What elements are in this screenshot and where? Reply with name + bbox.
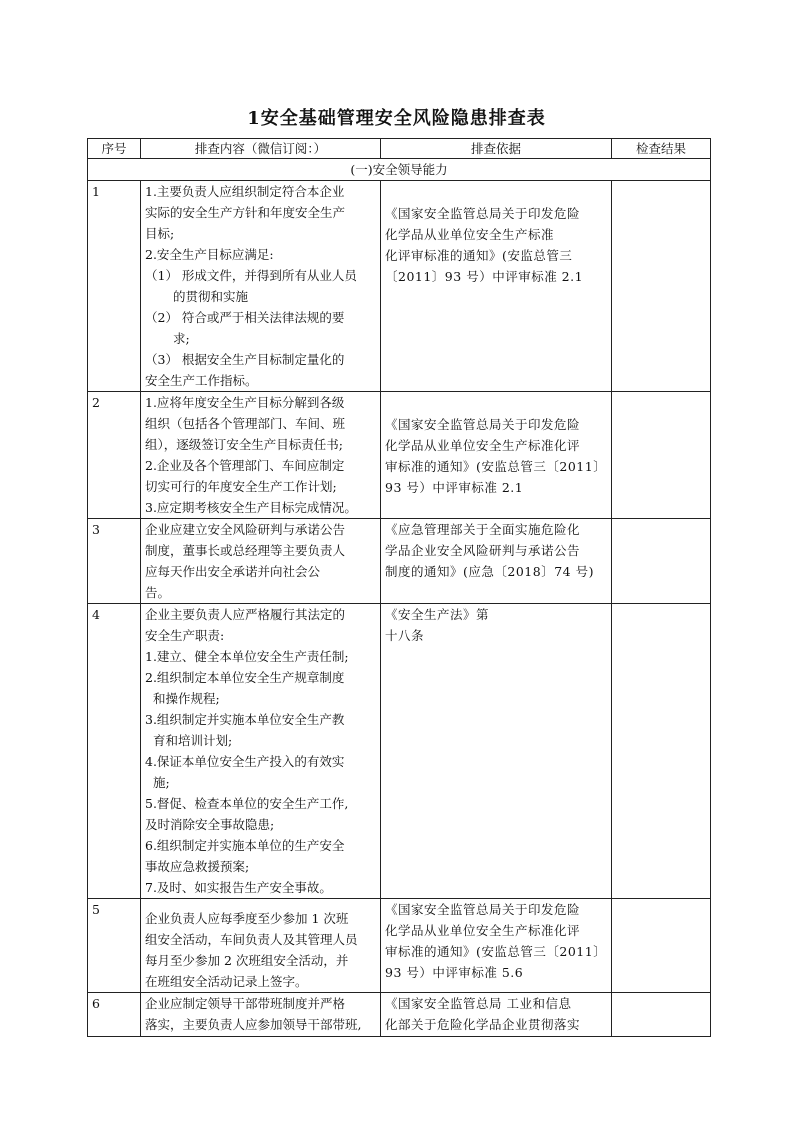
- table-row: [88, 604, 711, 899]
- header-content: 排查内容（微信订阅：）: [141, 139, 381, 159]
- content-line: 安全生产工作指标。: [145, 373, 258, 388]
- content-line: 和操作规程;: [153, 691, 220, 706]
- header-result: 检查结果: [612, 139, 711, 159]
- row-result: [612, 181, 711, 392]
- content-line: 2.组织制定本单位安全生产规章制度: [145, 670, 345, 685]
- content-line: （3） 根据安全生产目标制定量化的: [145, 352, 345, 367]
- table-header-row: [88, 139, 711, 159]
- row-num: 2: [88, 392, 141, 519]
- content-line: 企业应建立安全风险研判与承诺公告: [145, 522, 346, 537]
- content-line: 告。: [145, 585, 171, 600]
- section-title: (一)安全领导能力: [88, 159, 711, 181]
- content-line: 求;: [173, 331, 190, 346]
- table-row: [88, 899, 711, 993]
- content-line: 制度，董事长或总经理等主要负责人: [145, 543, 346, 558]
- basis-line: 化部关于危险化学品企业贯彻落实: [385, 1017, 581, 1032]
- content-line: 5.督促、检查本单位的安全生产工作,: [145, 796, 349, 811]
- row-content: [141, 181, 381, 392]
- row-num: 5: [88, 899, 141, 993]
- table-row: [88, 993, 711, 1037]
- content-line: 企业主要负责人应严格履行其法定的: [145, 607, 346, 622]
- basis-line: 《国家安全监管总局关于印发危险: [385, 206, 581, 221]
- content-line: 实际的安全生产方针和年度安全生产: [145, 205, 346, 220]
- content-line: 1.主要负责人应组织制定符合本企业: [145, 184, 345, 199]
- content-line: 1.应将年度安全生产目标分解到各级: [145, 395, 345, 410]
- content-line: 1.建立、健全本单位安全生产责任制;: [145, 649, 349, 664]
- row-num: 3: [88, 519, 141, 604]
- content-line: 事故应急救援预案;: [145, 859, 250, 874]
- basis-line: 《安全生产法》第: [385, 607, 490, 622]
- row-basis: [381, 519, 612, 604]
- row-result: [612, 392, 711, 519]
- basis-line: 〔2011〕93 号）中评审标准 2.1: [385, 269, 584, 284]
- basis-line: 十八条: [385, 628, 425, 643]
- content-line: 2.企业及各个管理部门、车间应制定: [145, 458, 345, 473]
- row-result: [612, 993, 711, 1037]
- row-basis: [381, 181, 612, 392]
- row-basis: [381, 604, 612, 899]
- content-line: 7.及时、如实报告生产安全事故。: [145, 880, 332, 895]
- basis-line: 化评审标准的通知》(安监总管三: [385, 248, 573, 263]
- content-line: 施;: [153, 775, 170, 790]
- header-num: 序号: [88, 139, 141, 159]
- content-line: 每月至少参加 2 次班组安全活动，并: [145, 953, 349, 968]
- content-line: 育和培训计划;: [153, 733, 233, 748]
- content-line: （1） 形成文件，并得到所有从业人员: [145, 268, 357, 283]
- row-basis: [381, 993, 612, 1037]
- basis-line: 审标准的通知》(安监总管三〔2011〕: [385, 459, 607, 474]
- inspection-table: [87, 138, 711, 1037]
- content-line: 目标;: [145, 226, 175, 241]
- content-line: （2） 符合或严于相关法律法规的要: [145, 310, 345, 325]
- basis-line: 化学品从业单位安全生产标准化评: [385, 438, 581, 453]
- content-line: 的贯彻和实施: [173, 289, 249, 304]
- content-line: 2.安全生产目标应满足:: [145, 247, 274, 262]
- content-line: 安全生产职责:: [145, 628, 225, 643]
- basis-line: 学品企业安全风险研判与承诺公告: [385, 543, 581, 558]
- content-line: 在班组安全活动记录上签字。: [145, 974, 308, 989]
- content-line: 组），逐级签订安全生产目标责任书;: [145, 437, 343, 452]
- content-line: 3.应定期考核安全生产目标完成情况。: [145, 500, 357, 515]
- basis-line: 《国家安全监管总局关于印发危险: [385, 417, 581, 432]
- content-line: 切实可行的年度安全生产工作计划;: [145, 479, 337, 494]
- basis-line: 93 号）中评审标准 2.1: [385, 480, 524, 495]
- section-row: [88, 159, 711, 181]
- row-result: [612, 899, 711, 993]
- basis-line: 《国家安全监管总局 工业和信息: [385, 996, 572, 1011]
- basis-line: 化学品从业单位安全生产标准化评: [385, 923, 581, 938]
- basis-line: 审标准的通知》(安监总管三〔2011〕: [385, 944, 607, 959]
- content-line: 组安全活动，车间负责人及其管理人员: [145, 932, 358, 947]
- row-content: [141, 604, 381, 899]
- row-content: [141, 993, 381, 1037]
- table-row: [88, 519, 711, 604]
- basis-line: 制度的通知》(应急〔2018〕74 号): [385, 564, 594, 579]
- content-line: 6.组织制定并实施本单位的生产安全: [145, 838, 345, 853]
- basis-line: 化学品从业单位安全生产标准: [385, 227, 555, 242]
- row-num: 4: [88, 604, 141, 899]
- content-line: 及时消除安全事故隐患;: [145, 817, 275, 832]
- row-result: [612, 604, 711, 899]
- row-result: [612, 519, 711, 604]
- content-line: 4.保证本单位安全生产投入的有效实: [145, 754, 345, 769]
- content-line: 3.组织制定并实施本单位安全生产教: [145, 712, 345, 727]
- basis-line: 《应急管理部关于全面实施危险化: [385, 522, 581, 537]
- content-line: 企业负责人应每季度至少参加 1 次班: [145, 911, 349, 926]
- header-basis: 排查依据: [381, 139, 612, 159]
- row-basis: [381, 899, 612, 993]
- content-line: 应每天作出安全承诺并向社会公: [145, 564, 321, 579]
- row-basis: [381, 392, 612, 519]
- table-row: [88, 181, 711, 392]
- table-row: [88, 392, 711, 519]
- row-num: 1: [88, 181, 141, 392]
- page-title: 1安全基础管理安全风险隐患排查表: [247, 108, 546, 129]
- content-line: 组织（包括各个管理部门、车间、班: [145, 416, 346, 431]
- content-line: 落实，主要负责人应参加领导干部带班,: [145, 1017, 362, 1032]
- basis-line: 93 号）中评审标准 5.6: [385, 965, 524, 980]
- content-line: 企业应制定领导干部带班制度并严格: [145, 996, 346, 1011]
- row-content: [141, 519, 381, 604]
- row-content: [141, 899, 381, 993]
- basis-line: 《国家安全监管总局关于印发危险: [385, 902, 581, 917]
- row-num: 6: [88, 993, 141, 1037]
- row-content: [141, 392, 381, 519]
